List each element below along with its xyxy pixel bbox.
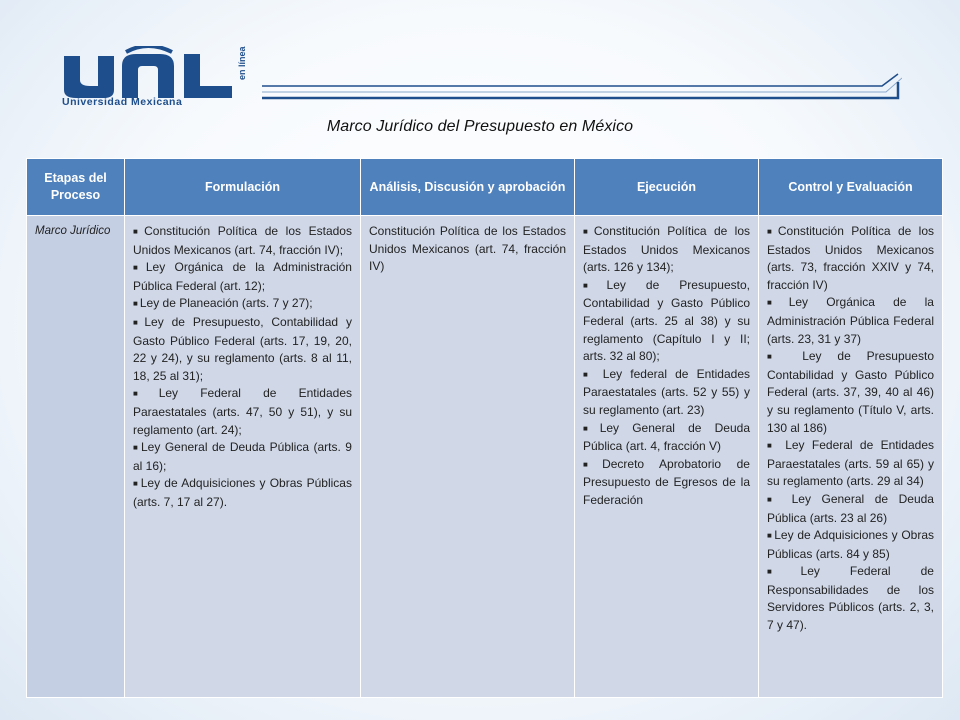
list-item-text: Ley de Adquisiciones y Obras Públicas (arts. 84 y 85): [767, 528, 934, 561]
row-label: Marco Jurídico: [27, 216, 125, 698]
control-list: [767, 223, 934, 635]
square-bullet-icon: ■: [133, 443, 139, 453]
list-item: [583, 366, 750, 420]
universidad-mexicana-logo: [60, 46, 270, 106]
ejecucion-list: [583, 223, 750, 510]
header-analisis: Análisis, Discusión y aprobación: [361, 159, 575, 216]
square-bullet-icon: ■: [767, 494, 780, 504]
list-item-text: Decreto Aprobatorio de Presupuesto de Egresos de la Federación: [583, 456, 750, 507]
list-item: [133, 314, 352, 385]
list-item: [767, 223, 934, 294]
square-bullet-icon: ■: [133, 479, 139, 489]
square-bullet-icon: ■: [583, 280, 605, 290]
list-item-text: Ley de Planeación (arts. 7 y 27);: [139, 296, 313, 311]
list-item: [133, 439, 352, 475]
list-item-text: Constitución Política de los Estados Unidos Mexicanos (arts. 73, fracción XXIV y 74, fracción IV): [767, 224, 934, 292]
list-item: [767, 294, 934, 348]
header-control: Control y Evaluación: [759, 159, 943, 216]
list-item-text: Ley Federal de Entidades Paraestatales (arts. 47, 50 y 51), y su reglamento (art. 24);: [133, 386, 352, 437]
formulacion-list: [133, 223, 352, 512]
list-item-text: Ley de Presupuesto, Contabilidad y Gasto Público Federal (arts. 25 al 38) y su reglamento (Capítulo I y II; arts. 32 al 80);: [583, 277, 750, 364]
list-item-text: Ley General de Deuda Pública (arts. 9 al 16);: [133, 440, 352, 473]
list-item: [767, 491, 934, 527]
square-bullet-icon: ■: [767, 227, 776, 236]
list-item: [583, 277, 750, 366]
list-item: [583, 223, 750, 277]
list-item: [583, 456, 750, 510]
page-title: Marco Jurídico del Presupuesto en México: [326, 118, 634, 135]
square-bullet-icon: ■: [583, 423, 598, 433]
list-item: [133, 295, 352, 314]
header-etapas: Etapas del Proceso: [27, 159, 125, 216]
header-decoration: [262, 72, 902, 106]
svg-text:en línea: en línea: [237, 46, 247, 80]
list-item-text: Ley de Presupuesto Contabilidad y Gasto Público Federal (arts. 37, 39, 40 al 46) y su reglamento (Título V, arts. 130 al 186): [767, 349, 934, 435]
square-bullet-icon: ■: [583, 369, 593, 379]
list-item: [133, 385, 352, 439]
square-bullet-icon: ■: [767, 567, 799, 577]
cell-formulacion: [125, 216, 361, 698]
table-header-row: [27, 159, 943, 216]
list-item-text: Ley General de Deuda Pública (arts. 23 al 26): [767, 491, 934, 525]
square-bullet-icon: ■: [133, 389, 157, 399]
list-item: [767, 437, 934, 491]
square-bullet-icon: ■: [767, 352, 785, 362]
list-item-text: Ley federal de Entidades Paraestatales (arts. 52 y 55) y su reglamento (art. 23): [583, 366, 750, 417]
list-item-text: Ley Orgánica de la Administración Pública Federal (art. 12);: [133, 260, 352, 293]
list-item: [767, 527, 934, 563]
square-bullet-icon: ■: [133, 317, 143, 327]
cell-analisis: Constitución Política de los Estados Unidos Mexicanos (art. 74, fracción IV): [361, 216, 575, 698]
list-item-text: Ley de Adquisiciones y Obras Públicas (arts. 7, 17 al 27).: [133, 476, 352, 509]
svg-text:Universidad Mexicana: Universidad Mexicana: [62, 96, 183, 106]
cell-control: [759, 216, 943, 698]
table-row: [27, 216, 943, 698]
square-bullet-icon: ■: [767, 441, 776, 451]
header-formulacion: Formulación: [125, 159, 361, 216]
list-item-text: Ley Federal de Responsabilidades de los Servidores Públicos (arts. 2, 3, 7 y 47).: [767, 564, 934, 633]
header-ejecucion: Ejecución: [575, 159, 759, 216]
list-item-text: Ley General de Deuda Pública (art. 4, fracción V): [583, 420, 750, 454]
square-bullet-icon: ■: [583, 459, 601, 469]
square-bullet-icon: ■: [133, 299, 138, 309]
list-item-text: Constitución Política de los Estados Unidos Mexicanos (arts. 126 y 134);: [583, 224, 750, 275]
square-bullet-icon: ■: [767, 298, 787, 308]
square-bullet-icon: ■: [583, 227, 592, 236]
list-item-text: Constitución Política de los Estados Unidos Mexicanos (art. 74, fracción IV);: [133, 224, 352, 257]
list-item-text: Ley Orgánica de la Administración Pública Federal (arts. 23, 31 y 37): [767, 295, 934, 346]
list-item: [767, 348, 934, 437]
legal-framework-table: [26, 158, 943, 698]
list-item: [583, 420, 750, 456]
list-item: [133, 259, 352, 295]
square-bullet-icon: ■: [767, 531, 773, 541]
list-item-text: Ley de Presupuesto, Contabilidad y Gasto Público Federal (arts. 17, 19, 20, 22 y 24), y su reglamento (arts. 8 al 11, 18, 25 al 31);: [133, 314, 352, 383]
square-bullet-icon: ■: [133, 263, 144, 273]
list-item-text: Ley Federal de Entidades Paraestatales (arts. 59 al 65) y su reglamento (arts. 29 al 34): [767, 438, 935, 489]
list-item: [133, 475, 352, 511]
list-item: [767, 563, 934, 634]
square-bullet-icon: ■: [133, 227, 143, 236]
list-item: [133, 223, 352, 259]
cell-ejecucion: [575, 216, 759, 698]
